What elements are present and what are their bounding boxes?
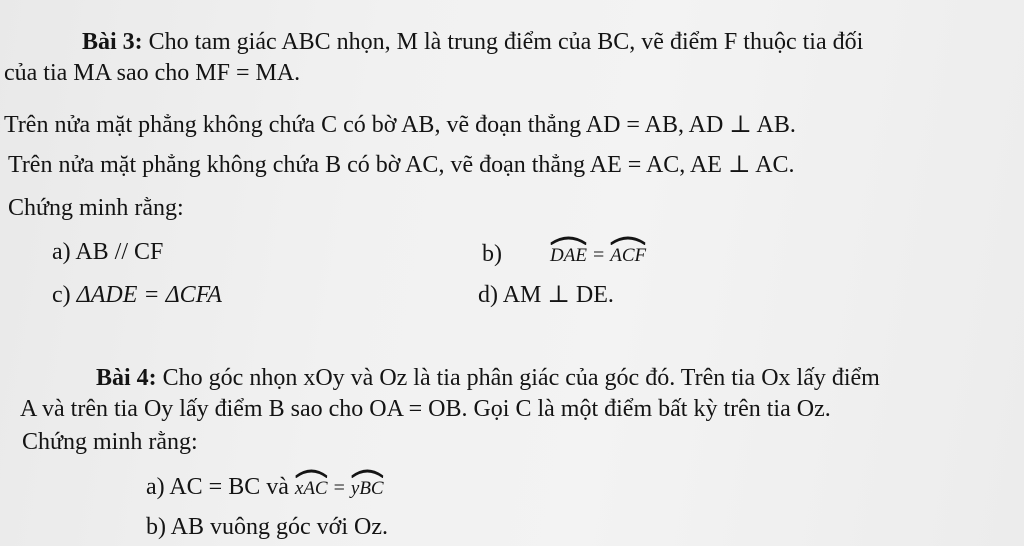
bai4-title: Bài 4:	[96, 365, 157, 391]
bai3-b-angle-right: ACF	[610, 237, 646, 271]
bai4-a-label: a)	[146, 474, 165, 500]
bai3-a-text: AB // CF	[75, 239, 164, 265]
bai4-a-angle-left: xAC	[295, 470, 328, 504]
bai3-item-d	[478, 280, 614, 310]
bai3-b-equals: =	[592, 244, 605, 266]
bai4-prove-heading: Chứng minh rằng:	[22, 429, 198, 455]
bai3-line1: Cho tam giác ABC nhọn, M là trung điểm của BC, vẽ điểm F thuộc tia đối	[142, 29, 864, 55]
bai3-d-label: d)	[478, 282, 498, 308]
bai3-b-label: b)	[482, 241, 502, 267]
bai3-prove-heading: Chứng minh rằng:	[8, 195, 184, 221]
bai3-c-label: c)	[52, 282, 71, 308]
bai3-b-angle-left: DAE	[550, 237, 587, 271]
bai3-c-text: ΔADE = ΔCFA	[76, 282, 222, 308]
bai4-first-line	[96, 363, 880, 393]
bai3-first-line	[82, 27, 863, 57]
bai3-item-a	[52, 237, 163, 267]
bai3-line4: Trên nửa mặt phẳng không chứa B có bờ AC, vẽ đoạn thẳng AE = AC, AE ⊥ AC.	[8, 152, 795, 178]
bai4-a-angle-right: yBC	[351, 470, 384, 504]
bai3-a-label: a)	[52, 239, 71, 265]
bai4-line1: Cho góc nhọn xOy và Oz là tia phân giác của góc đó. Trên tia Ox lấy điểm	[156, 365, 880, 391]
bai3-item-c	[52, 280, 222, 310]
bai4-item-a	[146, 470, 384, 504]
bai4-line2: A và trên tia Oy lấy điểm B sao cho OA = OB. Gọi C là một điểm bất kỳ trên tia Oz.	[20, 396, 831, 422]
bai3-line3: Trên nửa mặt phẳng không chứa C có bờ AB, vẽ đoạn thẳng AD = AB, AD ⊥ AB.	[4, 112, 796, 138]
bai3-title: Bài 3:	[82, 29, 143, 55]
bai4-item-b: b) AB vuông góc với Oz.	[146, 514, 389, 540]
bai3-line2: của tia MA sao cho MF = MA.	[4, 60, 301, 86]
bai3-d-text: AM ⊥ DE.	[502, 282, 614, 308]
bai4-a-equals: =	[333, 477, 345, 499]
bai3-item-b	[482, 237, 646, 271]
bai4-a-text: AC = BC và	[169, 474, 289, 500]
